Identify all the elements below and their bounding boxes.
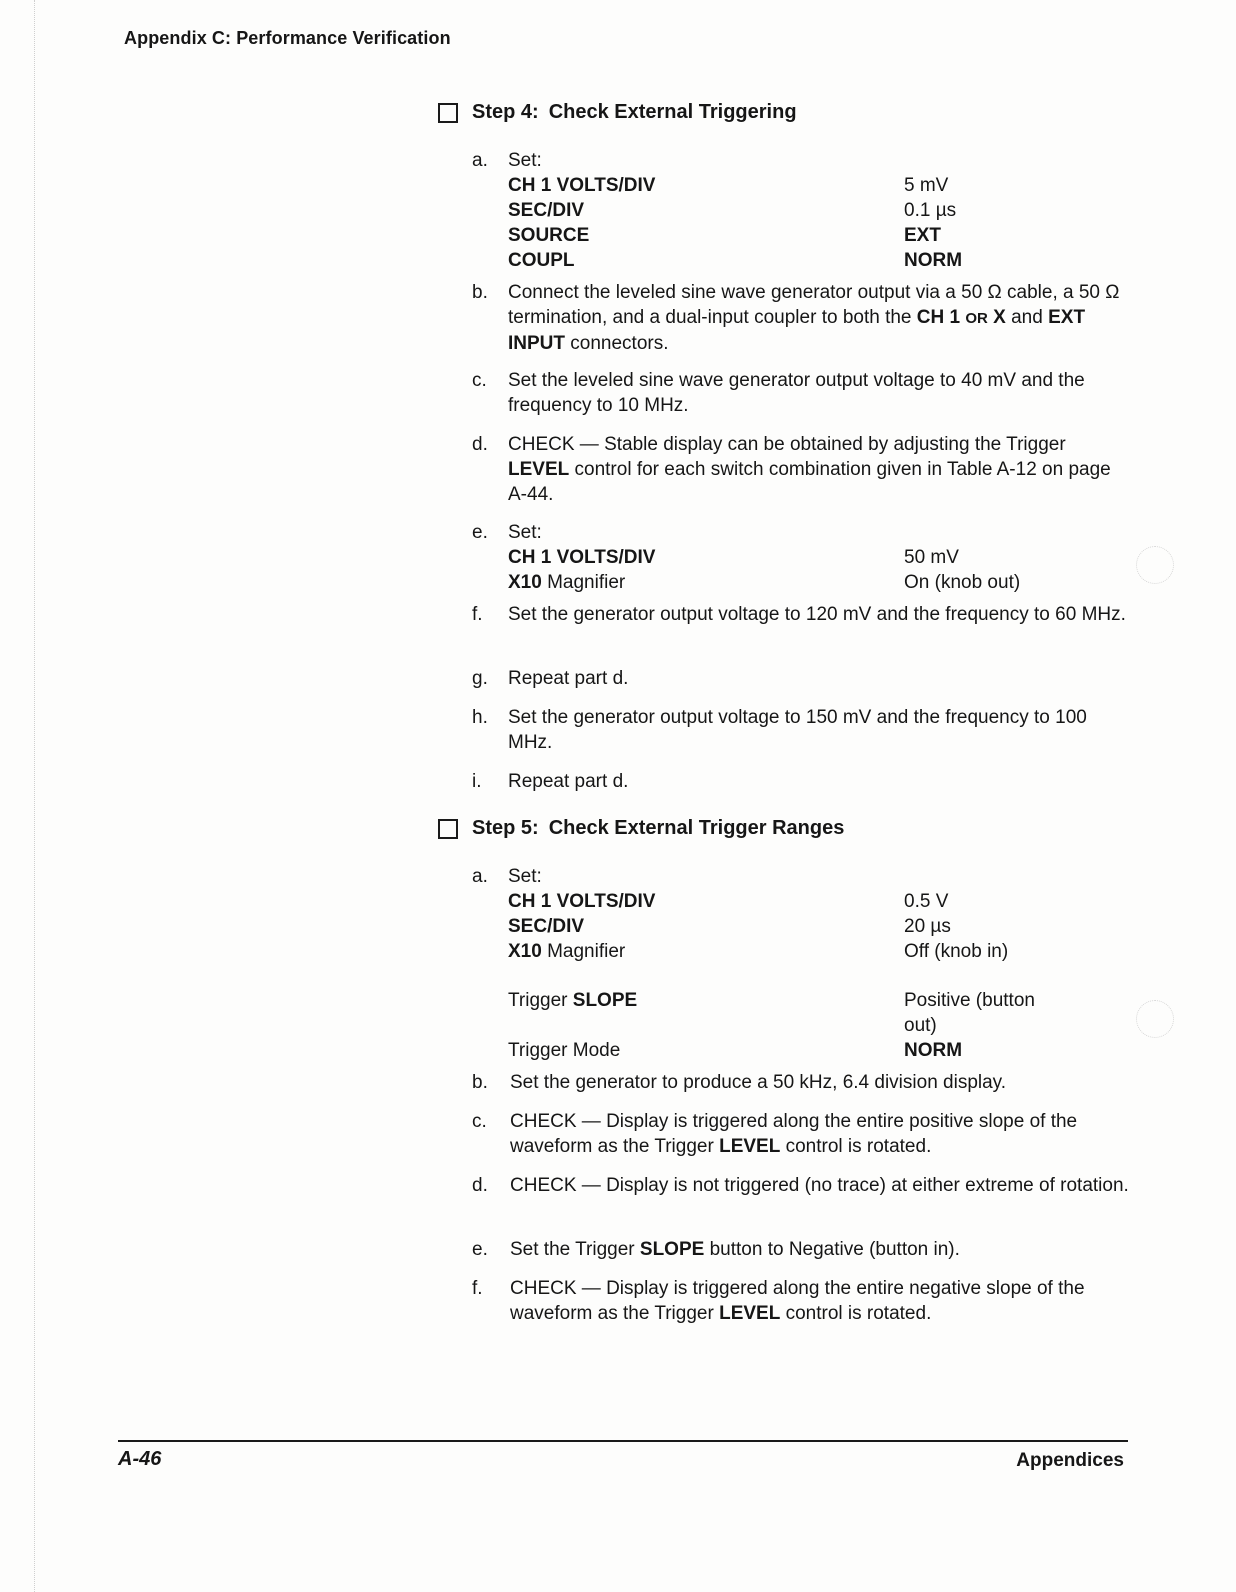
setting-value: EXT	[904, 225, 941, 246]
step-5-label: Step 5:	[472, 817, 539, 839]
item-text	[510, 1109, 1134, 1159]
item-marker: g.	[472, 668, 488, 689]
setting-value: NORM	[904, 1040, 963, 1061]
step-4-checkbox[interactable]	[438, 103, 458, 123]
setting-value: 50 mV	[904, 547, 959, 568]
item-text: Set the generator output voltage to 150 mV and the frequency to 100 MHz.	[508, 707, 1087, 753]
control-name: X10	[508, 572, 542, 593]
item-marker: d.	[472, 1175, 488, 1196]
text-run: Trigger	[508, 990, 573, 1011]
text-run: and	[1005, 307, 1049, 328]
footer-rule	[118, 1440, 1128, 1442]
setting-row	[508, 198, 1108, 223]
item-text	[510, 1276, 1134, 1326]
text-run: Connect the leveled sine wave generator output via a 50 Ω cable, a 50 Ω termination, and a dual-input coupler to both the	[508, 282, 1120, 328]
setting-row	[508, 223, 1108, 248]
setting-value: 5 mV	[904, 175, 949, 196]
item-marker: c.	[472, 1111, 487, 1132]
setting-row	[508, 939, 1108, 964]
setting-name: SEC/DIV	[508, 200, 585, 221]
running-head: Appendix C: Performance Verification	[124, 28, 451, 48]
control-name: CH 1	[916, 307, 961, 328]
punch-hole	[1136, 1000, 1174, 1038]
setting-row	[508, 914, 1108, 939]
step-4-title: Check External Triggering	[548, 101, 797, 123]
text-run: Positive (button	[904, 990, 1035, 1011]
item-text: Set the generator to produce a 50 kHz, 6.4 division display.	[510, 1072, 1007, 1093]
setting-name: Trigger Mode	[508, 1040, 621, 1061]
text-run: CHECK — Stable display can be obtained by adjusting the Trigger	[508, 434, 1066, 455]
punch-hole	[1136, 546, 1174, 584]
step-4-heading	[438, 101, 797, 124]
text-run: Magnifier	[541, 572, 626, 593]
setting-row	[508, 1038, 1108, 1063]
item-text	[510, 1237, 1134, 1262]
setting-row	[508, 889, 1108, 914]
text-run: control is rotated.	[780, 1303, 932, 1324]
item-marker: f.	[472, 604, 483, 625]
setting-name: SEC/DIV	[508, 916, 585, 937]
control-name: SLOPE	[572, 990, 638, 1011]
item-intro: Set:	[508, 866, 542, 887]
item-marker: h.	[472, 707, 488, 728]
setting-value: NORM	[904, 250, 963, 271]
setting-value: 0.5 V	[904, 891, 949, 912]
item-marker: b.	[472, 282, 488, 303]
setting-row	[508, 173, 1108, 198]
setting-name: CH 1 VOLTS/DIV	[508, 547, 656, 568]
setting-row	[508, 545, 1108, 570]
control-name: X	[993, 307, 1006, 328]
text-run: CHECK — Display is triggered along the entire positive slope of the waveform as the Trigger	[510, 1111, 1078, 1157]
step-5-title: Check External Trigger Ranges	[548, 817, 845, 839]
text-run: out)	[904, 1015, 937, 1036]
control-name: EXT INPUT	[508, 307, 1086, 354]
text-run: Magnifier	[541, 941, 626, 962]
setting-value	[904, 988, 1104, 1038]
page-number: A-46	[118, 1448, 162, 1470]
binding-edge	[34, 0, 35, 1592]
setting-value: On (knob out)	[904, 572, 1021, 593]
setting-name: CH 1 VOLTS/DIV	[508, 891, 656, 912]
step-5-heading	[438, 817, 844, 840]
control-name: LEVEL	[719, 1303, 781, 1324]
control-name: LEVEL	[719, 1136, 781, 1157]
setting-row	[508, 988, 1108, 1038]
step-5-checkbox[interactable]	[438, 819, 458, 839]
text-run: control is rotated.	[780, 1136, 932, 1157]
item-text	[508, 280, 1132, 356]
item-intro: Set:	[508, 522, 542, 543]
text-run: connectors.	[565, 333, 669, 354]
item-text: CHECK — Display is not triggered (no trace) at either extreme of rotation.	[510, 1175, 1129, 1196]
item-text: Set the leveled sine wave generator output voltage to 40 mV and the frequency to 10 MHz.	[508, 370, 1085, 416]
item-marker: b.	[472, 1072, 488, 1093]
setting-row	[508, 248, 1108, 273]
setting-name	[508, 988, 637, 1013]
setting-name	[508, 570, 625, 595]
item-text: Repeat part d.	[508, 668, 629, 689]
setting-row	[508, 570, 1108, 595]
text-run: OR	[965, 310, 988, 327]
item-text	[508, 432, 1132, 507]
control-name: X10	[508, 941, 542, 962]
item-text: Set the generator output voltage to 120 mV and the frequency to 60 MHz.	[508, 604, 1126, 625]
setting-name: SOURCE	[508, 225, 590, 246]
footer-section-title: Appendices	[1016, 1450, 1124, 1471]
text-run: Set the Trigger	[510, 1239, 640, 1260]
text-run: CHECK — Display is triggered along the entire negative slope of the waveform as the Trigger	[510, 1278, 1085, 1324]
setting-name: CH 1 VOLTS/DIV	[508, 175, 656, 196]
setting-name: COUPL	[508, 250, 575, 271]
item-marker: e.	[472, 522, 488, 543]
setting-name	[508, 939, 625, 964]
item-marker: a.	[472, 150, 488, 171]
item-intro: Set:	[508, 150, 542, 171]
control-name: LEVEL	[508, 459, 570, 480]
item-marker: d.	[472, 434, 488, 455]
item-marker: a.	[472, 866, 488, 887]
text-run: control for each switch combination given in Table A-12 on page A-44.	[508, 459, 1111, 505]
text-run: button to Negative (button in).	[704, 1239, 960, 1260]
setting-value: 20 µs	[904, 916, 951, 937]
item-marker: e.	[472, 1239, 488, 1260]
control-name: SLOPE	[639, 1239, 705, 1260]
item-marker: f.	[472, 1278, 483, 1299]
setting-value: Off (knob in)	[904, 941, 1009, 962]
item-marker: i.	[472, 771, 482, 792]
setting-value: 0.1 µs	[904, 200, 957, 221]
item-text: Repeat part d.	[508, 771, 629, 792]
item-marker: c.	[472, 370, 487, 391]
step-4-label: Step 4:	[472, 101, 539, 123]
